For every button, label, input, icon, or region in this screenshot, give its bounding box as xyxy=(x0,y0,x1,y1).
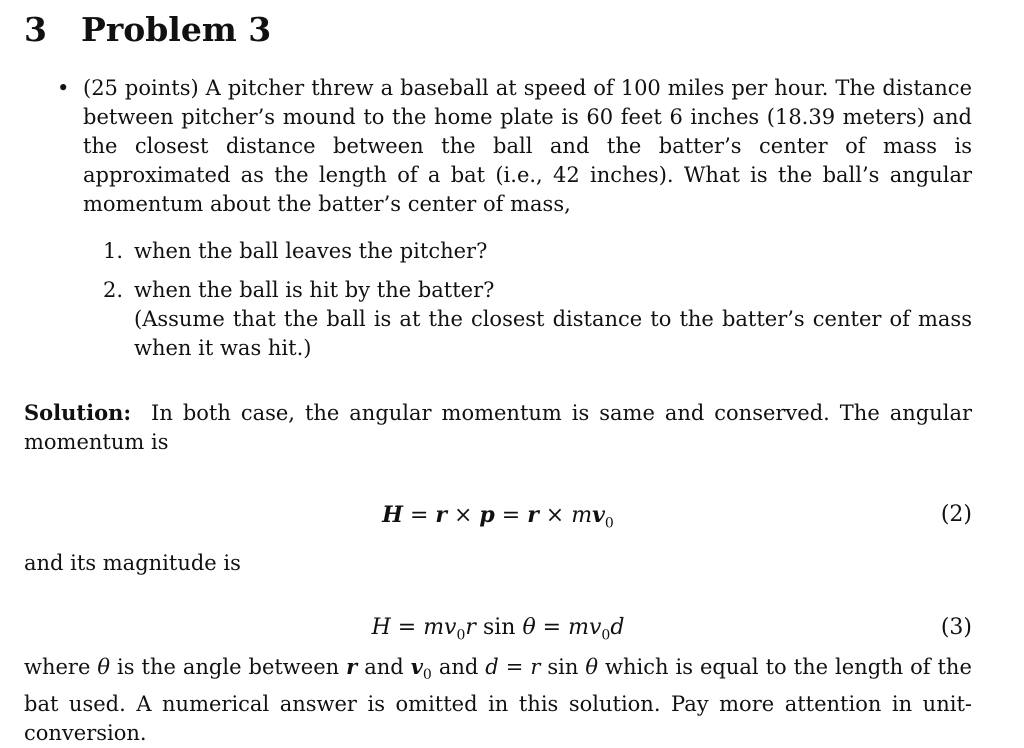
solution-conclusion: where θ is the angle between r and $v_0$ and d = r sin θ which is equal to the length of the bat used. A numerical answer is omitted in this solution. Pay more attention in unit-conversion. xyxy=(24,654,972,746)
equation-3-number: (3) xyxy=(940,615,972,640)
section-title: Problem 3 xyxy=(81,10,272,49)
question-number: 2. xyxy=(103,278,124,302)
question-text: when the ball is hit by the batter? xyxy=(134,278,495,302)
equation-3-body: $H = mv_0r$ $\sin \theta = mv_0d$ xyxy=(371,615,625,644)
bullet-marker: • xyxy=(57,76,70,100)
equation-2 xyxy=(24,495,972,535)
conclusion-and: and xyxy=(364,655,404,679)
problem-bullet-item xyxy=(24,74,972,363)
question-number: 1. xyxy=(103,239,124,263)
solution-intro-text: In both case, the angular momentum is same and conserved. The angular momentum is xyxy=(24,401,972,454)
solution-block xyxy=(24,398,972,748)
section-number: 3 xyxy=(24,10,47,49)
document-page xyxy=(24,8,972,746)
equation-2-number: (2) xyxy=(940,502,972,527)
section-heading xyxy=(24,8,972,52)
equation-3 xyxy=(24,608,972,648)
solution-intro xyxy=(24,398,972,457)
solution-label: Solution: xyxy=(24,400,132,425)
question-note: (Assume that the ball is at the closest distance to the batter’s center of mass when it was hit.) xyxy=(134,307,972,360)
magnitude-intro: and its magnitude is xyxy=(24,551,241,575)
problem-block xyxy=(24,74,972,373)
question-item-2 xyxy=(83,276,972,363)
question-list xyxy=(83,237,972,363)
problem-statement: (25 points) A pitcher threw a baseball at speed of 100 miles per hour. The distance between pitcher’s mound to the home plate is 60 feet 6 inches (18.39 meters) and the closest distance between the ball and the batter’s center of mass is approximated as the length of a bat (i.e., 42 inches). What is the ball’s angular momentum about the batter’s center of mass, xyxy=(83,76,972,216)
conclusion-mid: is the angle between xyxy=(117,655,340,679)
question-text: when the ball leaves the pitcher? xyxy=(134,239,488,263)
conclusion-and-2: and xyxy=(438,655,479,679)
equation-2-body: $H = r \times p = r \times mv_0$ xyxy=(382,502,614,532)
question-item-1 xyxy=(83,237,972,266)
conclusion-rest: which is equal to the length of the bat used. A numerical answer is omitted in this solution. Pay more attention in unit-conversion. xyxy=(24,655,972,746)
conclusion-where: where xyxy=(24,655,91,679)
